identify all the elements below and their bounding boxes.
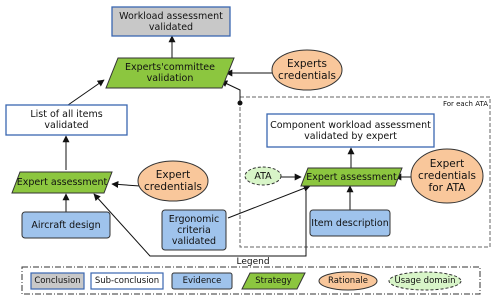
ata-label: ATA	[254, 170, 272, 182]
legend-usage-domain-label: Usage domain	[394, 276, 456, 286]
expert-credentials-left-label: Expert credentials	[144, 169, 202, 193]
legend-evidence-label: Evidence	[182, 276, 222, 286]
ata-group-label: For each ATA	[442, 99, 488, 108]
legend-title: Legend	[236, 256, 270, 267]
item-description-label: Item description	[311, 217, 389, 229]
legend-conclusion-label: Conclusion	[34, 276, 81, 286]
ergonomic-criteria-label: Ergonomic criteria validated	[168, 213, 220, 247]
list-items-label: List of all items validated	[30, 109, 103, 131]
expert-assessment-right-label: Expert assessment	[306, 171, 397, 183]
component-workload-label: Component workload assessment validated by expert	[270, 119, 431, 142]
workload-validated-label: Workload assessment validated	[119, 10, 223, 33]
expert-assessment-left-label: Expert assessment	[16, 177, 108, 188]
legend-rationale-label: Rationale	[327, 276, 368, 286]
connector-dot	[238, 101, 243, 106]
experts-committee-label: Experts'committee validation	[124, 62, 215, 84]
aircraft-design-label: Aircraft design	[31, 219, 101, 231]
expert-credentials-ata-label: Expert credentials for ATA	[418, 158, 476, 194]
experts-credentials-label: Experts credentials	[278, 58, 336, 82]
legend-strategy-label: Strategy	[255, 276, 292, 286]
legend-sub-conclusion-label: Sub-conclusion	[94, 276, 160, 286]
